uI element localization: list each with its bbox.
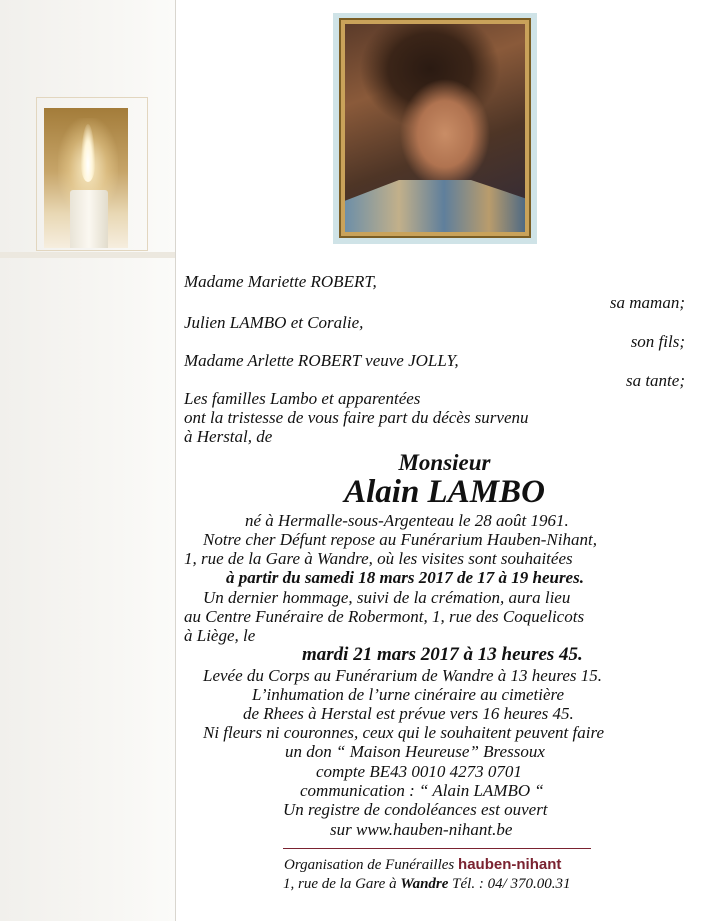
intro-line-2: ont la tristesse de vous faire part du décès survenu	[184, 408, 529, 427]
brand-logo-text: hauben-nihant	[458, 856, 562, 873]
body-line-2: Notre cher Défunt repose au Funérarium Hauben-Nihant,	[203, 530, 597, 549]
body-line-14: compte BE43 0010 4273 0701	[316, 762, 522, 781]
title-monsieur: Monsieur	[398, 450, 491, 475]
footer-address-city: Wandre	[400, 876, 449, 892]
body-line-1: né à Hermalle-sous-Argenteau le 28 août 1961.	[245, 511, 569, 530]
body-line-13: un don “ Maison Heureuse” Bressoux	[285, 742, 545, 761]
family-relation-2: son fils;	[630, 332, 685, 351]
body-line-10: L’inhumation de l’urne cinéraire au cimetière	[252, 685, 565, 704]
body-line-3: 1, rue de la Gare à Wandre, où les visites sont souhaitées	[184, 549, 573, 568]
body-line-15: communication : “ Alain LAMBO “	[300, 781, 544, 800]
intro-line-3: à Herstal, de	[184, 427, 273, 446]
family-name-2: Julien LAMBO et Coralie,	[184, 313, 364, 332]
deceased-name: Alain LAMBO	[344, 474, 545, 510]
body-line-12: Ni fleurs ni couronnes, ceux qui le souhaitent peuvent faire	[203, 723, 604, 742]
body-line-6: au Centre Funéraire de Robermont, 1, rue des Coquelicots	[184, 607, 585, 626]
footer-org-label: Organisation de Funérailles	[284, 857, 455, 873]
body-line-16: Un registre de condoléances est ouvert	[283, 800, 548, 819]
body-line-5: Un dernier hommage, suivi de la crémation, aura lieu	[203, 588, 571, 607]
footer-divider	[283, 848, 591, 849]
family-relation-1: sa maman;	[609, 293, 685, 312]
body-line-7: à Liège, le	[184, 626, 256, 645]
family-name-1: Madame Mariette ROBERT,	[184, 272, 377, 291]
intro-line-1: Les familles Lambo et apparentées	[184, 389, 421, 408]
ceremony-date: mardi 21 mars 2017 à 13 heures 45.	[302, 644, 583, 665]
footer-address-prefix: 1, rue de la Gare à	[283, 876, 397, 892]
visit-dates: à partir du samedi 18 mars 2017 de 17 à 19 heures.	[226, 568, 584, 587]
body-line-9: Levée du Corps au Funérarium de Wandre à 13 heures 15.	[203, 666, 602, 685]
website-line: sur www.hauben-nihant.be	[330, 820, 513, 839]
decorative-bar	[0, 252, 175, 258]
footer-address	[283, 876, 571, 893]
body-line-11: de Rhees à Herstal est prévue vers 16 heures 45.	[243, 704, 574, 723]
candle-icon	[70, 190, 108, 248]
footer-phone: Tél. : 04/ 370.00.31	[452, 876, 571, 892]
family-name-3: Madame Arlette ROBERT veuve JOLLY,	[184, 351, 459, 370]
family-relation-3: sa tante;	[625, 371, 685, 390]
footer-organisation	[284, 856, 561, 874]
